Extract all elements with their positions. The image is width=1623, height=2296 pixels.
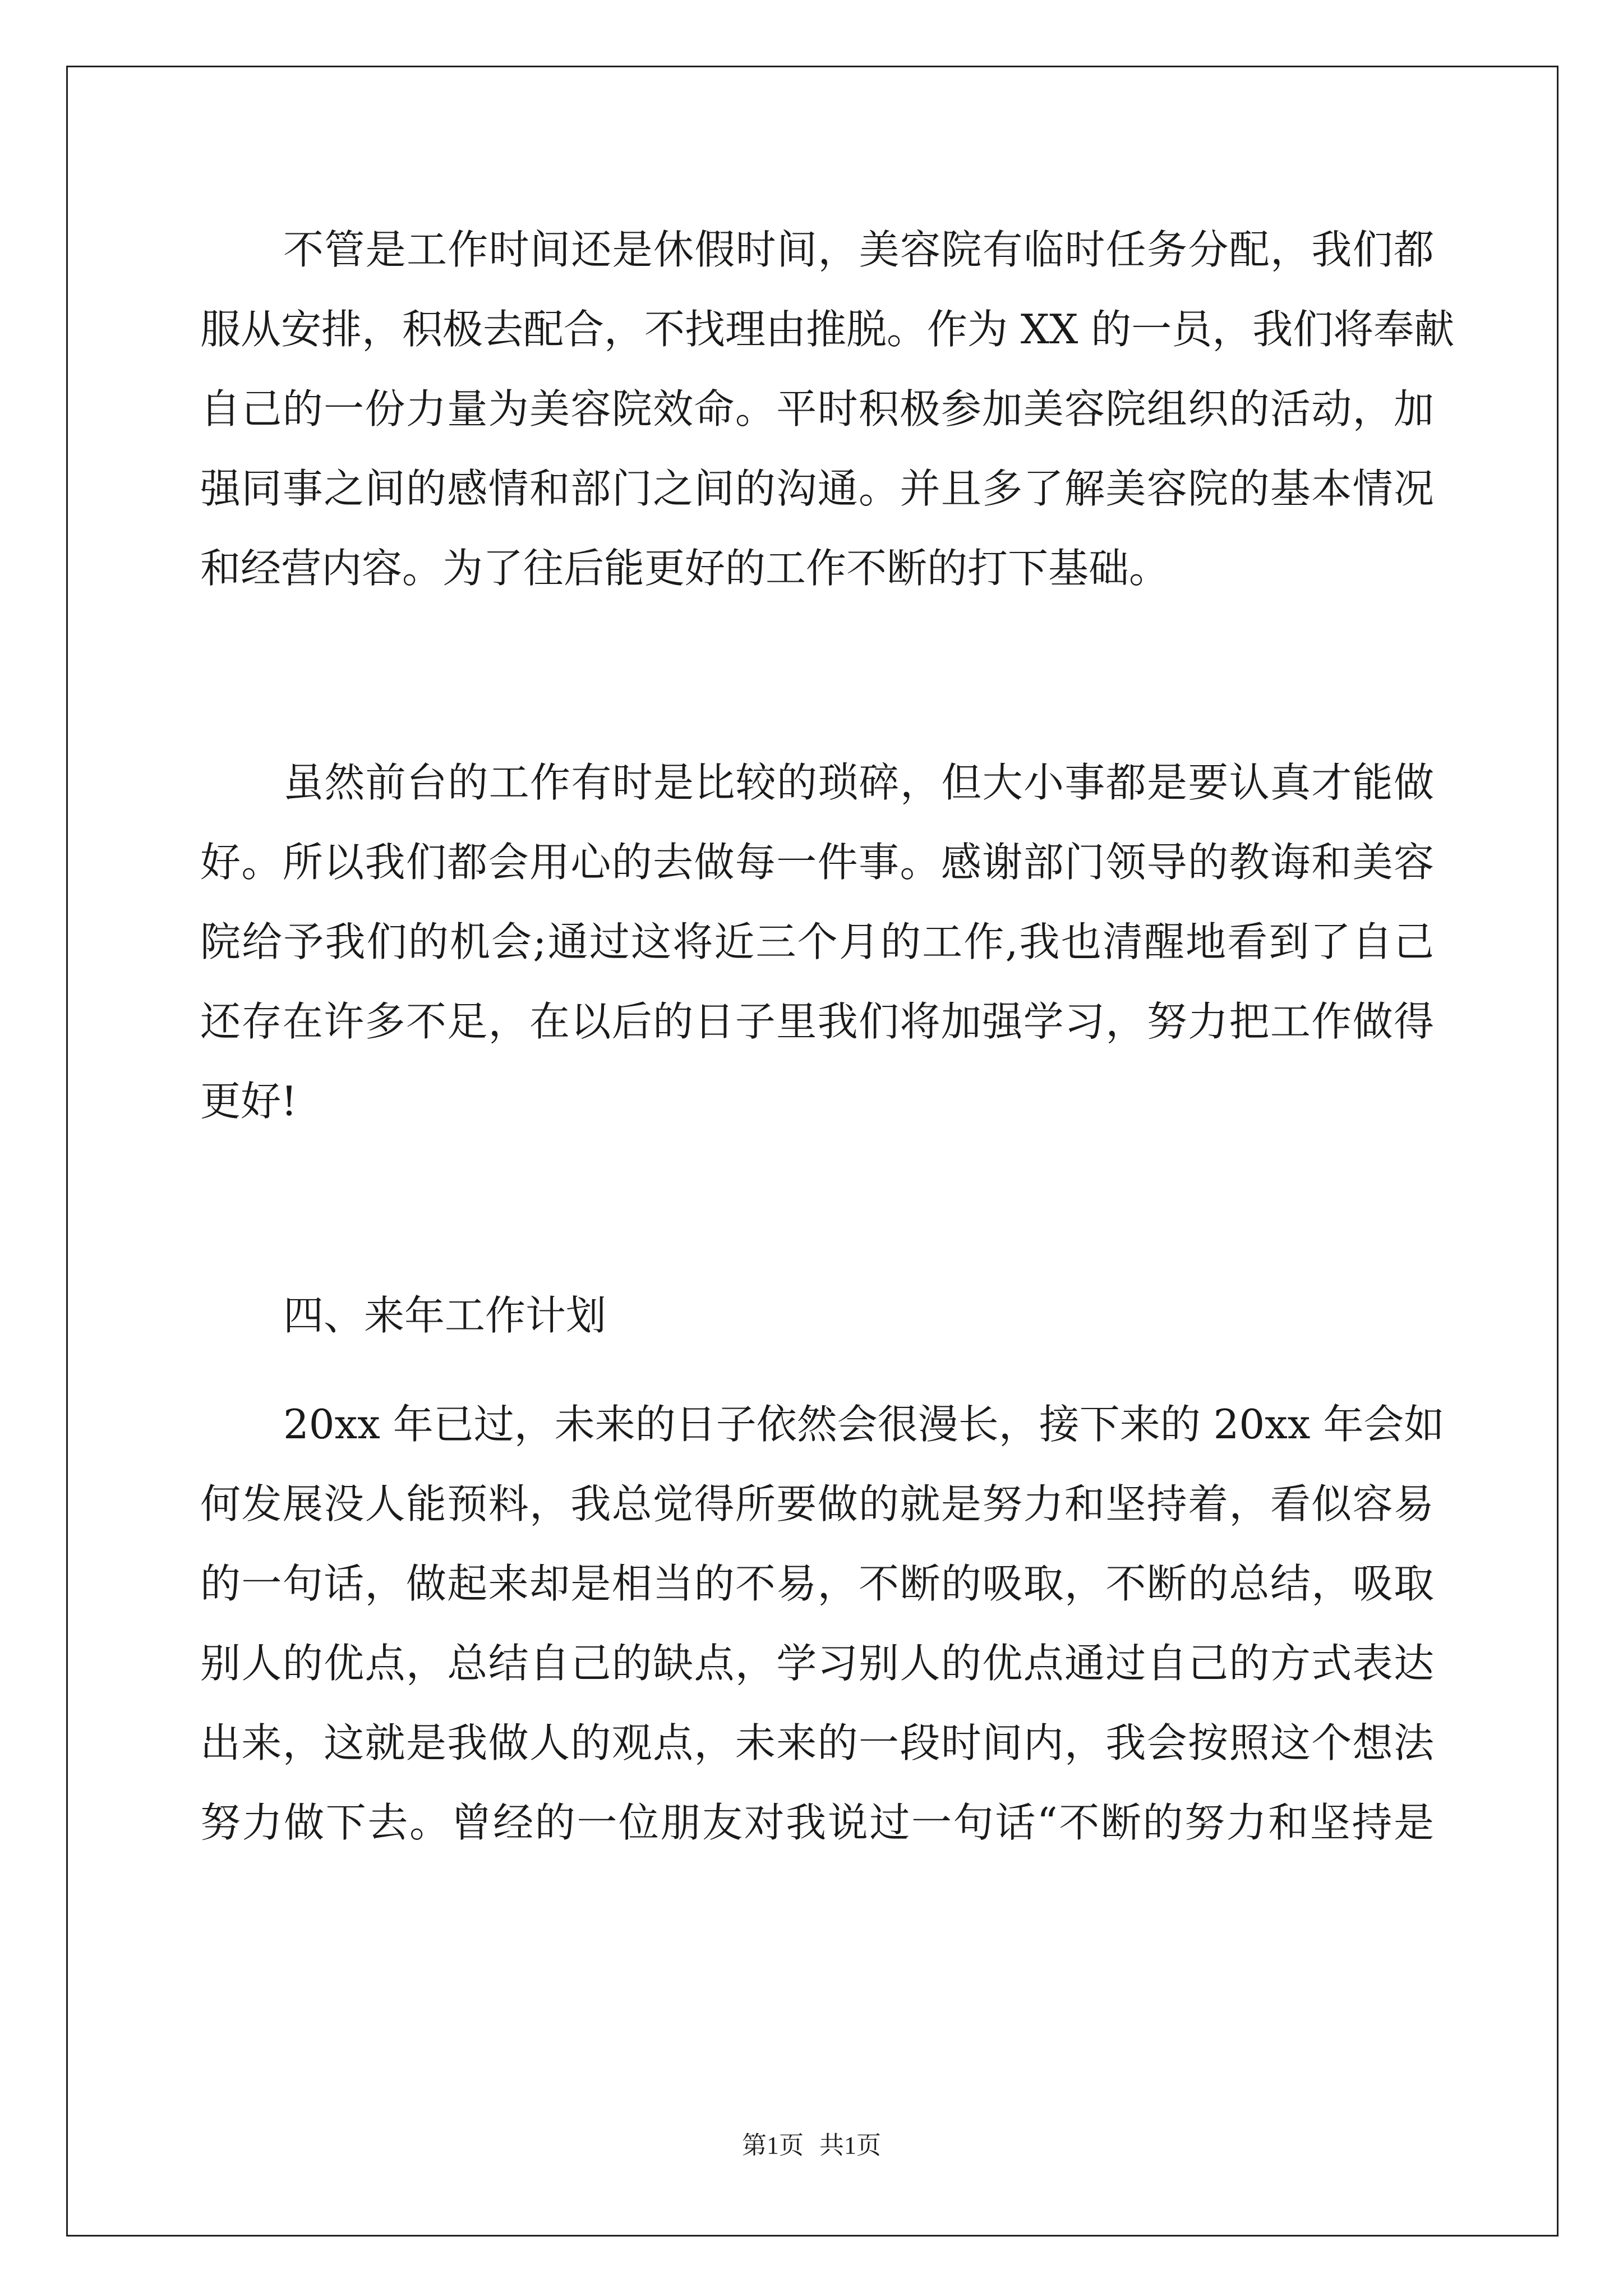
- text-line: 更好!: [200, 1078, 297, 1125]
- text-line: 还存在许多不足，在以后的日子里我们将加强学习，努力把工作做得: [200, 998, 1434, 1045]
- text-line: 好。所以我们都会用心的去做每一件事。感谢部门领导的教诲和美容: [200, 839, 1434, 886]
- text-line: 出来，这就是我做人的观点，未来的一段时间内，我会按照这个想法: [200, 1719, 1434, 1766]
- text-line: 院给予我们的机会;通过这将近三个月的工作,我也清醒地看到了自己: [200, 918, 1434, 965]
- page-footer: [0, 2129, 1623, 2162]
- text-line: 自己的一份力量为美容院效命。平时积极参加美容院组织的活动，加: [200, 385, 1434, 432]
- text-line: 强同事之间的感情和部门之间的沟通。并且多了解美容院的基本情况: [200, 465, 1434, 512]
- text-line: 和经营内容。为了往后能更好的工作不断的打下基础。: [200, 545, 1170, 592]
- section-heading: 四、来年工作计划: [283, 1292, 607, 1339]
- text-line: 何发展没人能预料，我总觉得所要做的就是努力和坚持着，看似容易: [200, 1480, 1434, 1527]
- text-line: 服从安排，积极去配合，不找理由推脱。作为 XX 的一员，我们将奉献: [200, 306, 1455, 353]
- text-line: 20xx 年已过，未来的日子依然会很漫长，接下来的 20xx 年会如: [283, 1401, 1445, 1448]
- page-number: 第1页: [742, 2132, 804, 2159]
- text-line: 别人的优点，总结自己的缺点，学习别人的优点通过自己的方式表达: [200, 1640, 1434, 1687]
- text-line: 的一句话，做起来却是相当的不易，不断的吸取，不断的总结，吸取: [200, 1560, 1434, 1607]
- text-line: 不管是工作时间还是休假时间，美容院有临时任务分配，我们都: [283, 226, 1434, 273]
- text-line: 虽然前台的工作有时是比较的琐碎，但大小事都是要认真才能做: [283, 759, 1434, 806]
- page-total: 共1页: [819, 2132, 881, 2159]
- text-line: 努力做下去。曾经的一位朋友对我说过一句话“不断的努力和坚持是: [200, 1799, 1434, 1846]
